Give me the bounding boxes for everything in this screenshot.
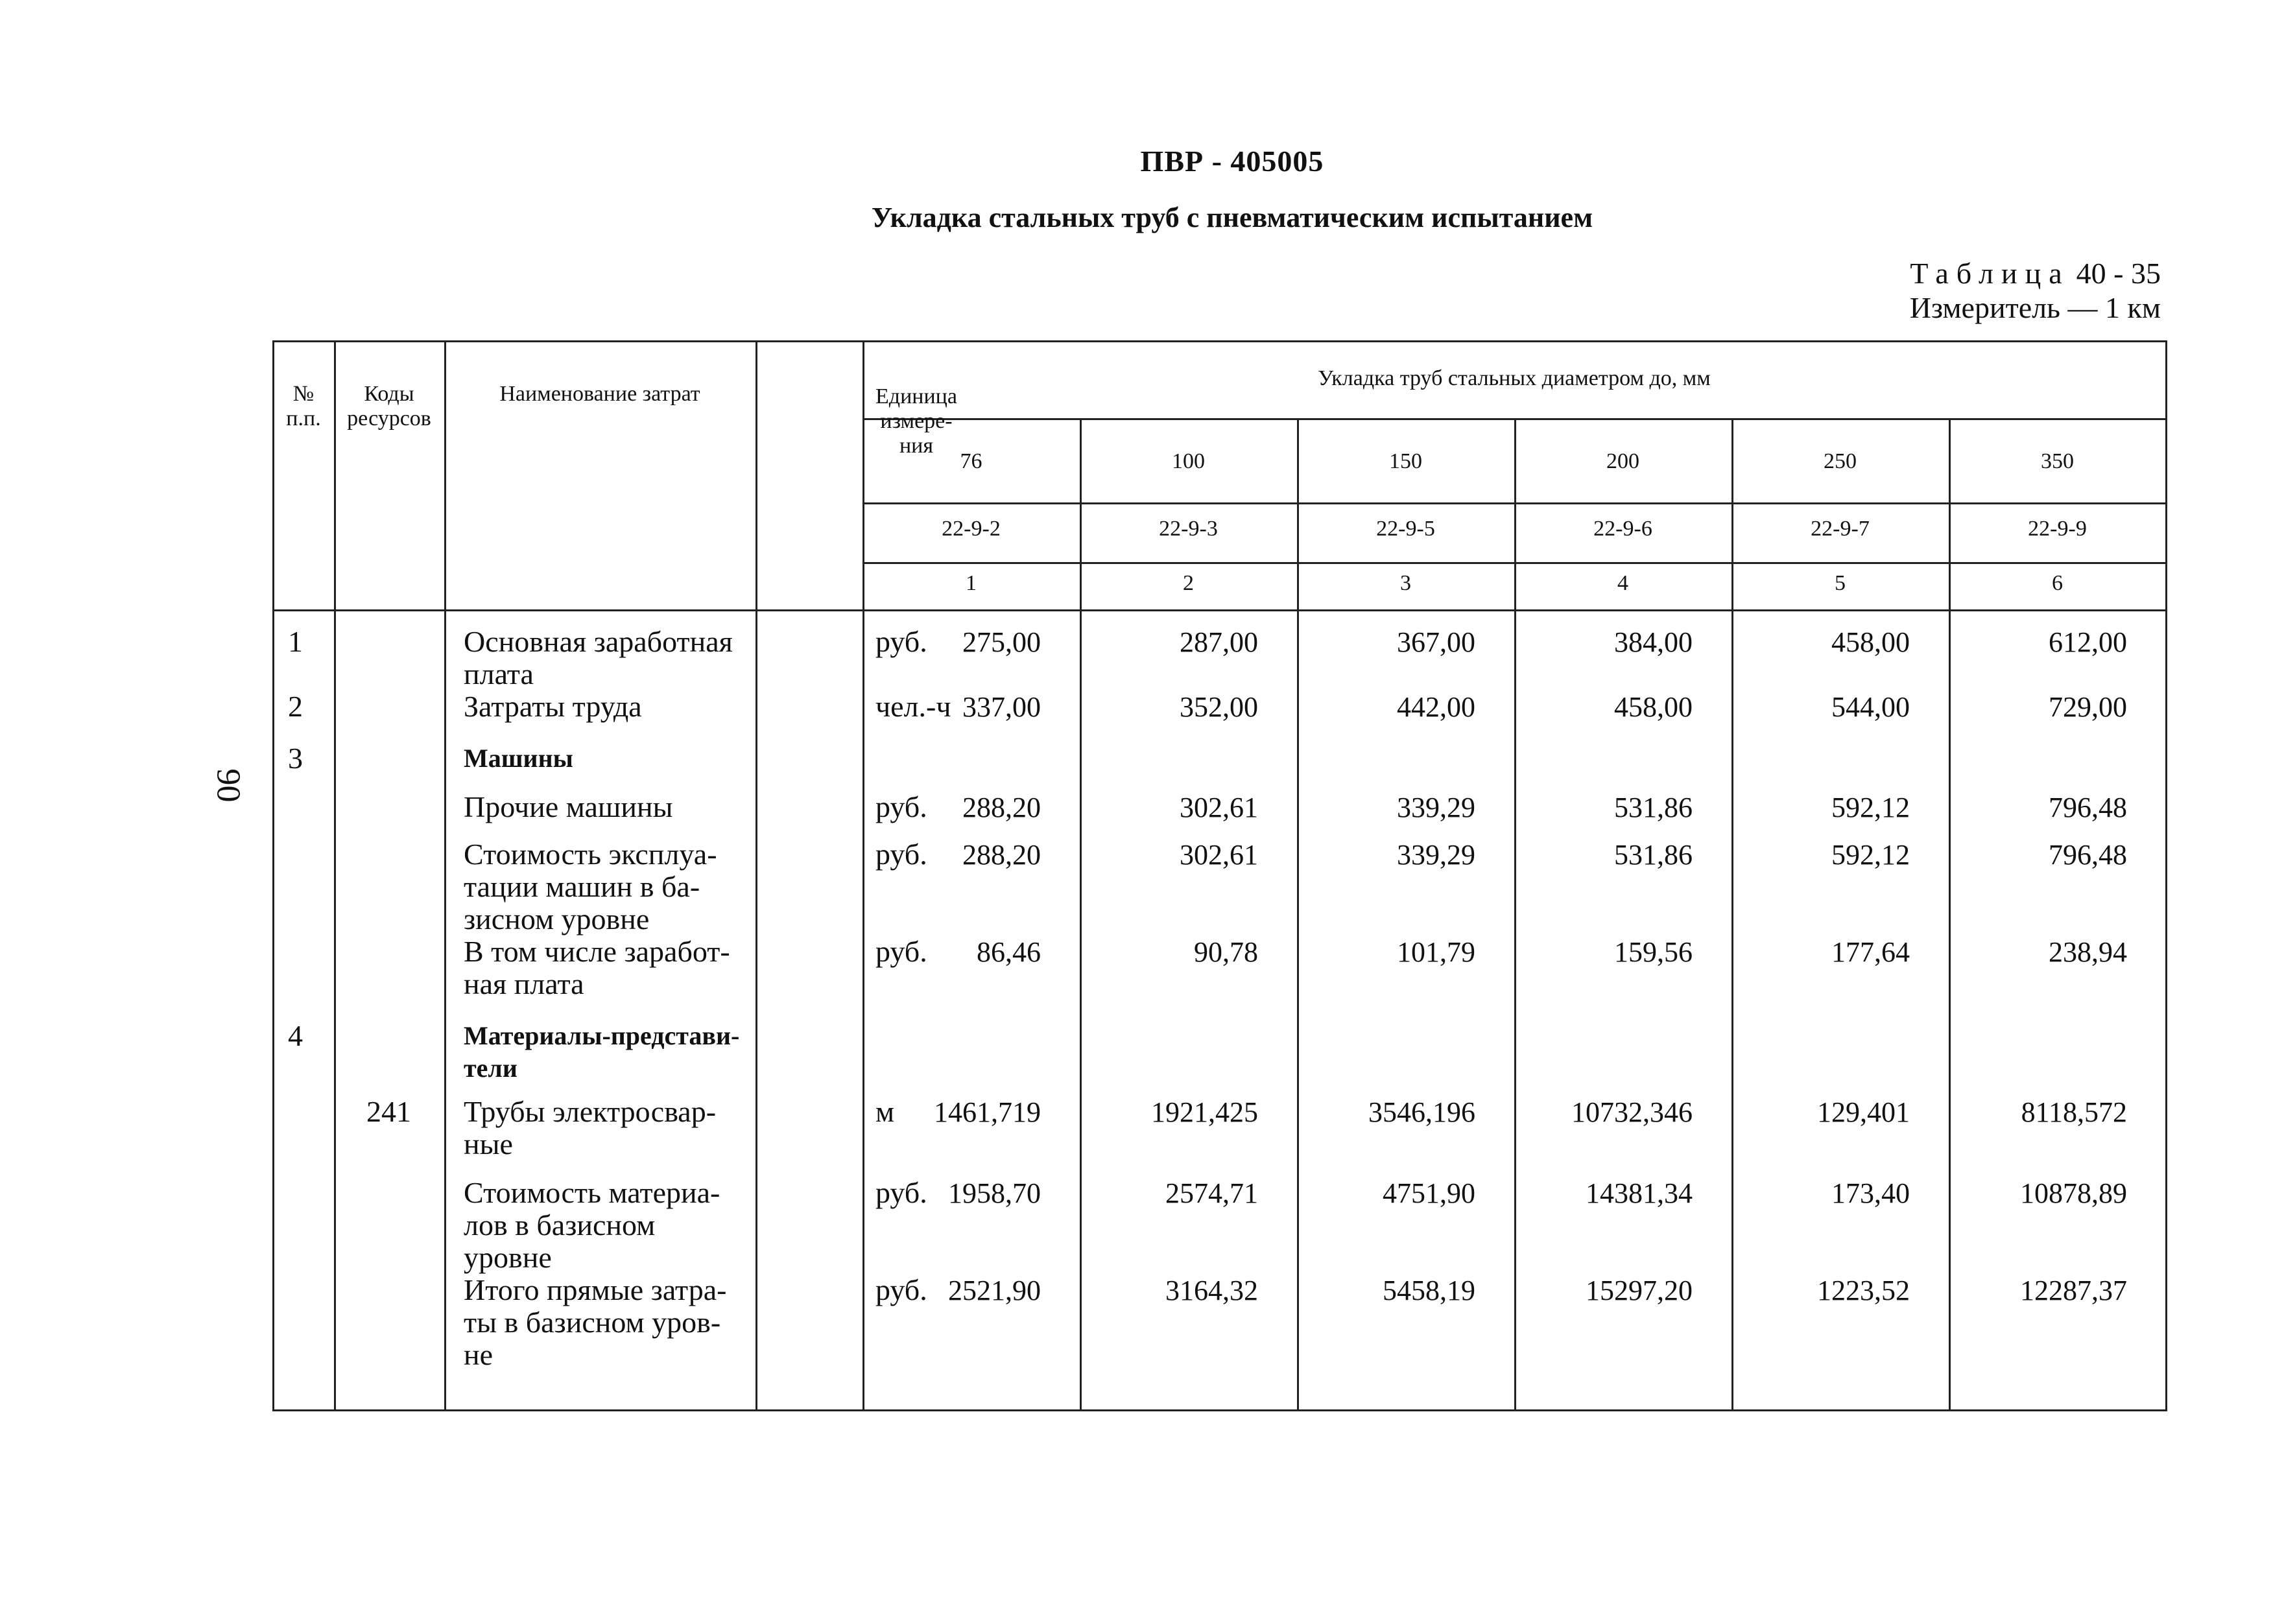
cost-name — [464, 1096, 755, 1160]
cost-value: 796,48 — [2049, 839, 2127, 871]
cost-value: 288,20 — [962, 839, 1041, 871]
table-border — [2165, 340, 2167, 1411]
cost-value: 302,61 — [1180, 792, 1258, 823]
cost-name — [464, 1177, 755, 1274]
cost-value: 86,46 — [977, 936, 1041, 968]
unit: руб. — [875, 838, 927, 871]
cost-value: 592,12 — [1831, 792, 1910, 823]
header-diameter: 250 — [1824, 449, 1857, 473]
cost-value: 4751,90 — [1383, 1177, 1475, 1209]
cost-name — [464, 690, 755, 723]
cost-name-line: Стоимость эксплуа- — [464, 838, 717, 871]
cost-name-line: Стоимость материа- — [464, 1176, 720, 1209]
header-col-number: 5 — [1835, 571, 1846, 595]
header-diameter: 200 — [1606, 449, 1639, 473]
cost-value: 177,64 — [1831, 936, 1910, 968]
header-col-no: № п.п. — [286, 382, 321, 430]
cost-value: 173,40 — [1831, 1177, 1910, 1209]
table-border — [1949, 418, 1951, 1411]
cost-value: 458,00 — [1614, 691, 1693, 723]
row-number: 3 — [288, 742, 303, 775]
header-norm-code: 22-9-9 — [2028, 517, 2087, 541]
cost-value: 275,00 — [962, 626, 1041, 658]
cost-value: 339,29 — [1397, 792, 1475, 823]
table-border — [272, 609, 2167, 611]
table-border — [272, 1409, 2167, 1411]
cost-name-line: зисном уровне — [464, 902, 650, 936]
header-diameter: 100 — [1172, 449, 1205, 473]
cost-value: 1921,425 — [1151, 1096, 1258, 1128]
cost-name-line: плата — [464, 657, 534, 690]
document-code: ПВР - 405005 — [1140, 145, 1324, 178]
header-col-codes: Коды ресурсов — [347, 382, 431, 430]
header-norm-code: 22-9-3 — [1159, 517, 1218, 541]
cost-value: 238,94 — [2049, 936, 2127, 968]
cost-name-line: ты в базисном уров- — [464, 1306, 721, 1339]
cost-value: 159,56 — [1614, 936, 1693, 968]
cost-name-line: Основная заработная — [464, 625, 733, 658]
cost-name-line: уровне — [464, 1241, 552, 1274]
cost-value: 352,00 — [1180, 691, 1258, 723]
header-col-name: Наименование затрат — [499, 382, 700, 406]
cost-value: 531,86 — [1614, 792, 1693, 823]
cost-name — [464, 1020, 755, 1085]
cost-value: 531,86 — [1614, 839, 1693, 871]
cost-name-line: В том числе заработ- — [464, 935, 730, 968]
cost-value: 8118,572 — [2021, 1096, 2127, 1128]
cost-name-line: ные — [464, 1127, 513, 1160]
cost-value: 5458,19 — [1383, 1275, 1475, 1306]
cost-value: 90,78 — [1194, 936, 1258, 968]
cost-value: 12287,37 — [2020, 1275, 2127, 1306]
unit: руб. — [875, 1273, 927, 1306]
header-diameter: 76 — [960, 449, 982, 473]
document-title: Укладка стальных труб с пневматическим испытанием — [871, 202, 1593, 233]
table-border — [444, 340, 446, 1411]
table-border — [334, 340, 336, 1411]
cost-name-line: тации машин в ба- — [464, 870, 700, 903]
unit: руб. — [875, 935, 927, 968]
header-norm-code: 22-9-5 — [1376, 517, 1435, 541]
unit: руб. — [875, 790, 927, 823]
cost-name-line: Затраты труда — [464, 690, 642, 723]
cost-value: 3164,32 — [1165, 1275, 1258, 1306]
table-border — [862, 502, 2167, 504]
table-number — [1910, 256, 2161, 290]
table-border — [1297, 418, 1299, 1411]
table-border — [272, 340, 2167, 342]
table-border — [862, 418, 2167, 420]
header-col-number: 4 — [1617, 571, 1628, 595]
header-col-number: 2 — [1183, 571, 1194, 595]
cost-value: 367,00 — [1397, 626, 1475, 658]
table-border — [272, 340, 274, 1411]
cost-value: 2521,90 — [948, 1275, 1041, 1306]
cost-value: 2574,71 — [1165, 1177, 1258, 1209]
header-norm-code: 22-9-6 — [1593, 517, 1652, 541]
unit: руб. — [875, 625, 927, 658]
cost-name-line: не — [464, 1338, 494, 1371]
cost-value: 15297,20 — [1586, 1275, 1693, 1306]
cost-value: 101,79 — [1397, 936, 1475, 968]
cost-name-line: тели — [464, 1053, 517, 1083]
cost-name — [464, 742, 755, 775]
unit: руб. — [875, 1176, 927, 1209]
table-number-value: 40 - 35 — [2076, 257, 2161, 290]
cost-name-line: Материалы-представи- — [464, 1021, 740, 1050]
cost-value: 796,48 — [2049, 792, 2127, 823]
cost-value: 592,12 — [1831, 839, 1910, 871]
header-diameter: 150 — [1389, 449, 1422, 473]
cost-name — [464, 791, 755, 823]
cost-name-line: Итого прямые затра- — [464, 1273, 727, 1306]
cost-value: 287,00 — [1180, 626, 1258, 658]
header-norm-code: 22-9-2 — [942, 517, 1001, 541]
resource-code: 241 — [366, 1095, 411, 1128]
cost-value: 1958,70 — [948, 1177, 1041, 1209]
cost-value: 458,00 — [1831, 626, 1910, 658]
cost-value: 302,61 — [1180, 839, 1258, 871]
header-group: Укладка труб стальных диаметром до, мм — [1318, 366, 1711, 390]
table-border — [862, 340, 864, 1411]
cost-name-line: Машины — [464, 744, 573, 773]
meter-unit: Измеритель — 1 км — [1909, 291, 2161, 324]
cost-name — [464, 936, 755, 1000]
unit: м — [875, 1095, 895, 1128]
table-border — [1514, 418, 1516, 1411]
cost-value: 729,00 — [2049, 691, 2127, 723]
cost-value: 1223,52 — [1817, 1275, 1910, 1306]
cost-value: 612,00 — [2049, 626, 2127, 658]
cost-name-line: ная плата — [464, 967, 584, 1000]
header-col-number: 3 — [1400, 571, 1411, 595]
cost-value: 339,29 — [1397, 839, 1475, 871]
cost-name-line: Прочие машины — [464, 790, 673, 823]
cost-value: 442,00 — [1397, 691, 1475, 723]
unit: чел.-ч — [875, 690, 951, 723]
cost-value: 384,00 — [1614, 626, 1693, 658]
row-number: 2 — [288, 690, 303, 723]
table-border — [1731, 418, 1733, 1411]
page-number: 90 — [209, 768, 247, 803]
cost-value: 129,401 — [1817, 1096, 1910, 1128]
cost-name — [464, 626, 755, 690]
cost-value: 10878,89 — [2020, 1177, 2127, 1209]
header-col-number: 1 — [966, 571, 977, 595]
table-border — [862, 562, 2167, 564]
cost-name-line: Трубы электросвар- — [464, 1095, 717, 1128]
table-border — [755, 340, 757, 1411]
cost-name-line: лов в базисном — [464, 1208, 656, 1242]
row-number: 4 — [288, 1019, 303, 1052]
cost-value: 288,20 — [962, 792, 1041, 823]
cost-value: 14381,34 — [1586, 1177, 1693, 1209]
header-col-unit: Единица измере-ния — [875, 384, 957, 458]
cost-value: 1461,719 — [934, 1096, 1041, 1128]
header-diameter: 350 — [2041, 449, 2074, 473]
header-col-number: 6 — [2052, 571, 2063, 595]
cost-value: 544,00 — [1831, 691, 1910, 723]
cost-value: 10732,346 — [1571, 1096, 1693, 1128]
row-number: 1 — [288, 625, 303, 658]
header-norm-code: 22-9-7 — [1811, 517, 1870, 541]
cost-name — [464, 838, 755, 936]
cost-name — [464, 1274, 755, 1371]
cost-value: 3546,196 — [1368, 1096, 1475, 1128]
cost-value: 337,00 — [962, 691, 1041, 723]
cost-table — [272, 340, 2167, 1411]
table-label: Таблица — [1910, 257, 2070, 290]
table-border — [1080, 418, 1082, 1411]
